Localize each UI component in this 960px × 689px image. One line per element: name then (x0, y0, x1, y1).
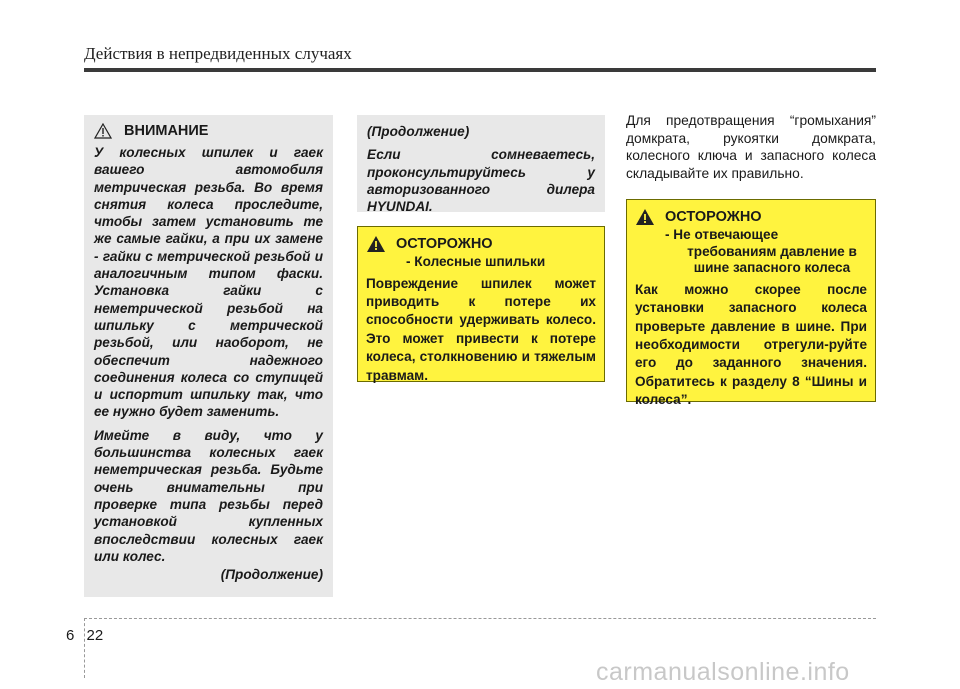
caution-continued: (Продолжение) (220, 567, 323, 583)
warning-title: ОСТОРОЖНО (665, 209, 762, 225)
watermark: carmanualsonline.info (596, 658, 850, 686)
caution-title: ВНИМАНИЕ (124, 123, 209, 139)
continued-box (357, 115, 605, 215)
warning-triangle-icon (366, 235, 386, 253)
warning-text: Как можно скорее после установки запасного колеса проверьте давление в шине. При необходимости отрегули-руйте его до заданного значения. Обратитесь к разделу 8 “Шины и колеса”. (635, 281, 867, 408)
warning-text: Повреждение шпилек может приводить к потере их способности удерживать колесо. Это может привести к потере колеса, столкновению и тяжелым травмам. (366, 275, 596, 383)
warning-box-spare-tire (626, 199, 876, 408)
section-title: Действия в непредвиденных случаях (84, 44, 352, 63)
continued-text: Если сомневаетесь, проконсультируйтесь у авторизованного дилера HYUNDAI. (367, 147, 595, 215)
caution-paragraph-2: Имейте в виду, что у большинства колесных гаек неметрическая резьба. Будьте очень внимательны при проверке типа резьбы перед установкой купленных впоследствии колесных гаек или колес. (94, 427, 323, 564)
page-number-value: 22 (86, 627, 104, 644)
caution-title-row (94, 123, 323, 139)
caution-box (84, 115, 333, 597)
caution-triangle-icon (94, 123, 112, 139)
warning-subtitle-line1: - Не отвечающее (665, 227, 779, 242)
warning-title-row (366, 235, 596, 253)
warning-subtitle: - Колесные шпильки (406, 254, 546, 269)
page-number (66, 627, 103, 644)
header-rule (84, 68, 876, 72)
warning-title: ОСТОРОЖНО (396, 236, 493, 252)
chapter-number: 6 (66, 627, 75, 644)
warning-title-row (635, 208, 867, 226)
warning-subtitle-line2: требованиям давление в шине запасного колеса (687, 243, 857, 276)
continued-heading: (Продолжение) (367, 124, 470, 139)
storage-paragraph: Для предотвращения “громыхания” домкрата, рукоятки домкрата, колесного ключа и запасного колеса складывайте их правильно. (626, 113, 876, 181)
caution-paragraph-1: У колесных шпилек и гаек вашего автомобиля метрическая резьба. Во время снятия колеса проследите, чтобы затем установить те же самые гайки, а при их замене - гайки с метрической резьбой и аналогичным типом фаски. Установка гайки с неметрической резьбой на шпильку с метрической резьбой, или наоборот, не обеспечит надежного соединения колеса со ступицей и испортит шпильку так, что ее нужно будет заменить. (94, 145, 323, 420)
footer-rule (84, 618, 876, 619)
warning-box-wheel-studs (357, 226, 605, 382)
warning-triangle-icon (635, 208, 655, 226)
